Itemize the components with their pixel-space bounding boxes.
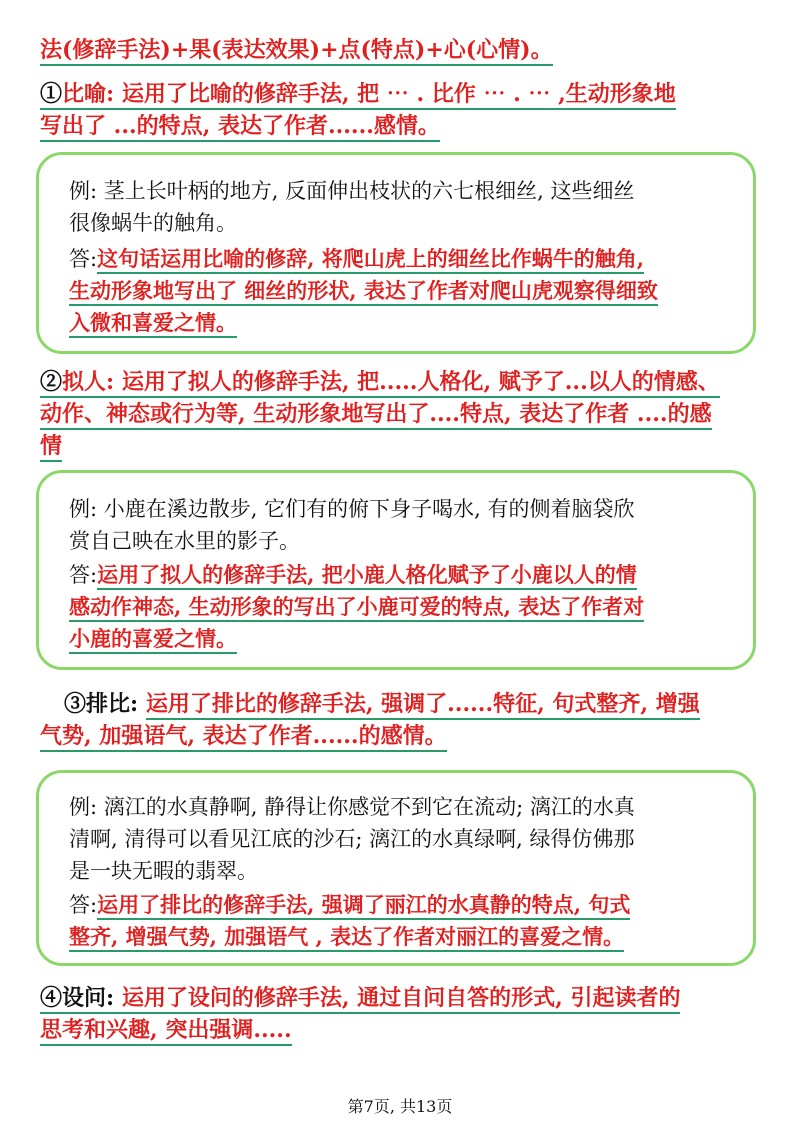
rhetorical-question-definition-line: 思考和兴趣, 突出强调..... [40, 1014, 292, 1046]
intro-line: 法(修辞手法)+果(表达效果)+点(特点)+心(心情)。 [40, 34, 553, 66]
metaphor-example-box [36, 152, 756, 354]
section-name: 拟人 [62, 369, 107, 395]
personification-heading: ②拟人: 运用了拟人的修辞手法, 把.....人格化, 赋予了...以人的情感、 [40, 366, 720, 398]
parallelism-definition-line: 气势, 加强语气, 表达了作者......的感情。 [40, 720, 447, 752]
answer-text: 感动作神态, 生动形象的写出了小鹿可爱的特点, 表达了作者对 [69, 591, 644, 623]
metaphor-heading: ①比喻: 运用了比喻的修辞手法, 把 ⋯ . 比作 ⋯ . ⋯ ,生动形象地 [40, 78, 676, 110]
parallelism-heading: ③排比: 运用了排比的修辞手法, 强调了......特征, 句式整齐, 增强 [64, 688, 700, 720]
section-name: 设问 [62, 985, 107, 1011]
personification-definition-line: 情 [40, 430, 62, 462]
example-text: 是一块无暇的翡翠。 [69, 859, 258, 883]
personification-example-box [36, 470, 756, 670]
section-number: ② [40, 369, 63, 395]
section-number: ③ [64, 691, 87, 717]
answer-text: 整齐, 增强气势, 加强语气 , 表达了作者对丽江的喜爱之情。 [69, 921, 624, 953]
example-text: 很像蜗牛的触角。 [69, 211, 237, 235]
parallelism-example-box [36, 770, 756, 966]
section-number: ④ [40, 985, 63, 1011]
answer-text: 答:运用了拟人的修辞手法, 把小鹿人格化赋予了小鹿以人的情 [69, 559, 637, 591]
example-text: 例: 小鹿在溪边散步, 它们有的俯下身子喝水, 有的侧着脑袋欣 [69, 497, 635, 521]
example-text: 例: 漓江的水真静啊, 静得让你感觉不到它在流动; 漓江的水真 [69, 795, 635, 819]
metaphor-definition-line: 写出了 ...的特点, 表达了作者......感情。 [40, 110, 440, 142]
section-name: 比喻 [62, 81, 107, 107]
rhetorical-question-heading: ④设问: 运用了设问的修辞手法, 通过自问自答的形式, 引起读者的 [40, 982, 680, 1014]
page-footer: 第7页, 共13页 [347, 1097, 453, 1116]
section-name: 排比 [86, 691, 131, 717]
answer-text: 小鹿的喜爱之情。 [69, 623, 237, 655]
example-text: 例: 茎上长叶柄的地方, 反面伸出枝状的六七根细丝, 这些细丝 [69, 179, 635, 203]
example-text: 清啊, 清得可以看见江底的沙石; 漓江的水真绿啊, 绿得仿佛那 [69, 827, 635, 851]
answer-text: 生动形象地写出了 细丝的形状, 表达了作者对爬山虎观察得细致 [69, 275, 658, 307]
personification-definition-line: 动作、神态或行为等, 生动形象地写出了....特点, 表达了作者 ....的感 [40, 398, 712, 430]
answer-text: 入微和喜爱之情。 [69, 307, 237, 339]
section-number: ① [40, 81, 63, 107]
example-text: 赏自己映在水里的影子。 [69, 529, 300, 553]
answer-text: 答:运用了排比的修辞手法, 强调了丽江的水真静的特点, 句式 [69, 889, 630, 921]
answer-text: 答:这句话运用比喻的修辞, 将爬山虎上的细丝比作蜗牛的触角, [69, 243, 644, 275]
